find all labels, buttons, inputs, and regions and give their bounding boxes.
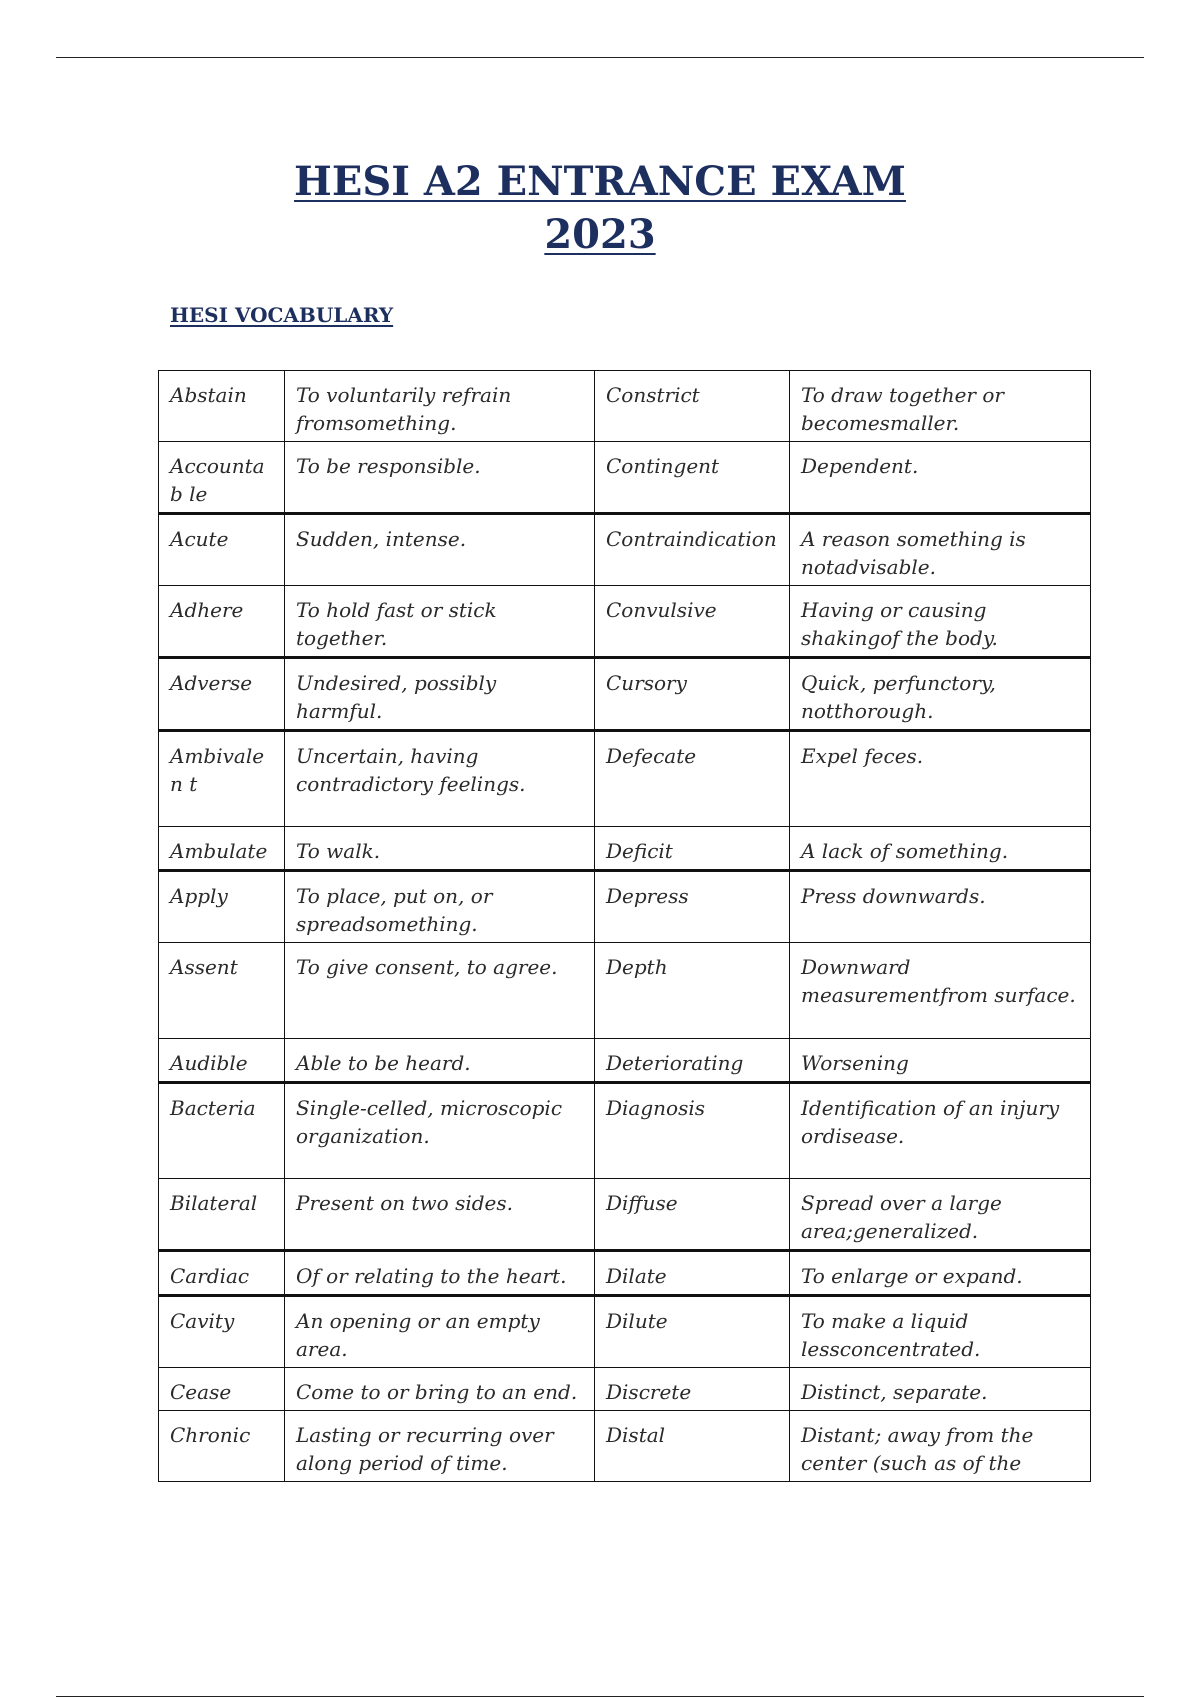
definition-right: To make a liquid lessconcentrated. — [790, 1296, 1091, 1368]
definition-left: To walk. — [285, 827, 595, 871]
term-right: Deteriorating — [595, 1039, 790, 1083]
term-right: Contingent — [595, 442, 790, 514]
term-left: Adhere — [159, 586, 285, 658]
term-left: Assent — [159, 943, 285, 1039]
term-left: Bacteria — [159, 1083, 285, 1179]
definition-left: Of or relating to the heart. — [285, 1251, 595, 1296]
term-left: Bilateral — [159, 1179, 285, 1251]
table-row — [159, 1368, 1091, 1411]
table-row — [159, 658, 1091, 731]
term-right: Dilate — [595, 1251, 790, 1296]
definition-left: Sudden, intense. — [285, 514, 595, 586]
definition-right: Quick, perfunctory, notthorough. — [790, 658, 1091, 731]
definition-right: Spread over a large area;generalized. — [790, 1179, 1091, 1251]
table-row — [159, 371, 1091, 442]
table-row — [159, 1411, 1091, 1482]
vocabulary-table-body — [159, 371, 1091, 1482]
term-left: Acute — [159, 514, 285, 586]
table-row — [159, 442, 1091, 514]
section-heading: HESI VOCABULARY — [170, 303, 394, 327]
definition-left: Come to or bring to an end. — [285, 1368, 595, 1411]
term-right: Distal — [595, 1411, 790, 1482]
definition-left: An opening or an empty area. — [285, 1296, 595, 1368]
term-right: Depress — [595, 871, 790, 943]
definition-left: Lasting or recurring over along period of time. — [285, 1411, 595, 1482]
definition-right: To draw together or becomesmaller. — [790, 371, 1091, 442]
definition-left: Undesired, possibly harmful. — [285, 658, 595, 731]
definition-left: Single-celled, microscopic organization. — [285, 1083, 595, 1179]
term-right: Cursory — [595, 658, 790, 731]
table-row — [159, 1179, 1091, 1251]
term-right: Defecate — [595, 731, 790, 827]
term-left: Cardiac — [159, 1251, 285, 1296]
term-left: Audible — [159, 1039, 285, 1083]
table-row — [159, 827, 1091, 871]
term-left: Ambulate — [159, 827, 285, 871]
term-left: Cavity — [159, 1296, 285, 1368]
definition-left: Uncertain, having contradictory feelings. — [285, 731, 595, 827]
definition-right: Expel feces. — [790, 731, 1091, 827]
term-left: Adverse — [159, 658, 285, 731]
term-right: Diagnosis — [595, 1083, 790, 1179]
title-line-1: HESI A2 ENTRANCE EXAM — [294, 158, 906, 205]
term-right: Contraindication — [595, 514, 790, 586]
term-left: Chronic — [159, 1411, 285, 1482]
bottom-rule — [56, 1696, 1144, 1697]
table-row — [159, 586, 1091, 658]
table-row — [159, 1083, 1091, 1179]
definition-right: Distinct, separate. — [790, 1368, 1091, 1411]
table-row — [159, 514, 1091, 586]
top-rule — [56, 57, 1144, 58]
table-row — [159, 1039, 1091, 1083]
term-right: Convulsive — [595, 586, 790, 658]
table-row — [159, 943, 1091, 1039]
term-left: Ambivalen t — [159, 731, 285, 827]
table-row — [159, 1251, 1091, 1296]
definition-left: To be responsible. — [285, 442, 595, 514]
table-row — [159, 1296, 1091, 1368]
definition-right: Worsening — [790, 1039, 1091, 1083]
term-left: Abstain — [159, 371, 285, 442]
vocabulary-table — [158, 370, 1091, 1482]
term-right: Diffuse — [595, 1179, 790, 1251]
term-left: Accountab le — [159, 442, 285, 514]
definition-left: To give consent, to agree. — [285, 943, 595, 1039]
definition-left: To voluntarily refrain fromsomething. — [285, 371, 595, 442]
definition-right: Dependent. — [790, 442, 1091, 514]
definition-right: Downward measurementfrom surface. — [790, 943, 1091, 1039]
title-line-2: 2023 — [544, 211, 656, 258]
page-title — [0, 155, 1200, 261]
definition-right: A lack of something. — [790, 827, 1091, 871]
definition-left: To place, put on, or spreadsomething. — [285, 871, 595, 943]
term-left: Apply — [159, 871, 285, 943]
definition-right: Distant; away from the center (such as of the — [790, 1411, 1091, 1482]
definition-right: Identification of an injury ordisease. — [790, 1083, 1091, 1179]
definition-right: Press downwards. — [790, 871, 1091, 943]
definition-left: To hold fast or stick together. — [285, 586, 595, 658]
term-right: Depth — [595, 943, 790, 1039]
definition-left: Able to be heard. — [285, 1039, 595, 1083]
definition-right: A reason something is notadvisable. — [790, 514, 1091, 586]
table-row — [159, 871, 1091, 943]
definition-right: Having or causing shakingof the body. — [790, 586, 1091, 658]
term-right: Discrete — [595, 1368, 790, 1411]
term-left: Cease — [159, 1368, 285, 1411]
term-right: Constrict — [595, 371, 790, 442]
term-right: Dilute — [595, 1296, 790, 1368]
definition-left: Present on two sides. — [285, 1179, 595, 1251]
definition-right: To enlarge or expand. — [790, 1251, 1091, 1296]
term-right: Deficit — [595, 827, 790, 871]
table-row — [159, 731, 1091, 827]
